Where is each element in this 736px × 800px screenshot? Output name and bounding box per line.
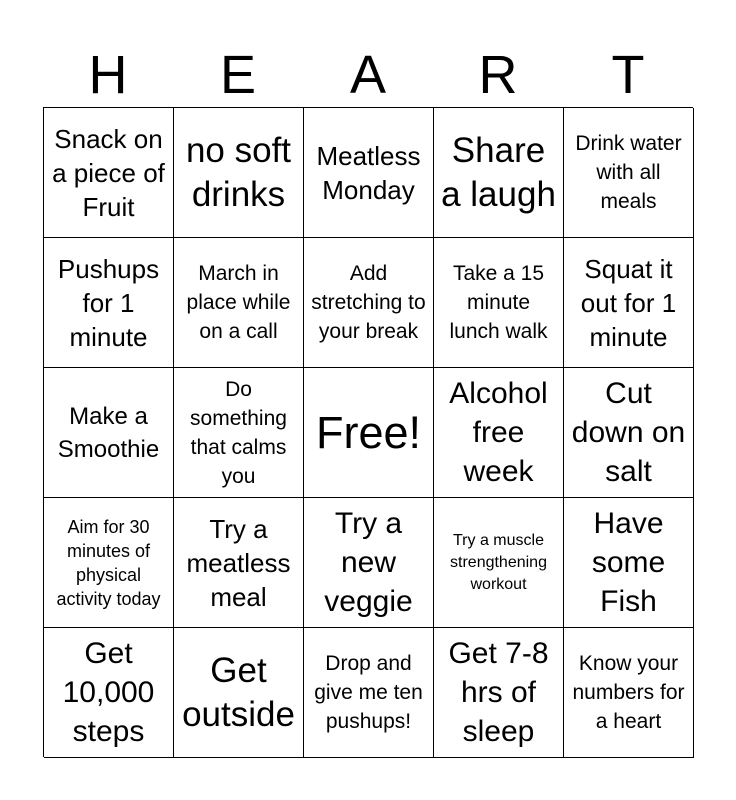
bingo-cell-text: Drop and give me ten pushups! bbox=[314, 652, 423, 733]
bingo-cell-text: March in place while on a call bbox=[186, 262, 291, 343]
bingo-cell[interactable] bbox=[174, 108, 304, 238]
bingo-cell-text: Squat it out for 1 minute bbox=[580, 253, 677, 352]
bingo-cell[interactable] bbox=[44, 368, 174, 498]
bingo-cell-text: Make a Smoothie bbox=[57, 402, 160, 463]
bingo-cell-text: Have some Fish bbox=[591, 507, 666, 618]
bingo-grid bbox=[43, 107, 693, 757]
bingo-cell-text: Share a laugh bbox=[441, 130, 556, 214]
header-letter-r: R bbox=[478, 45, 518, 105]
bingo-cell-text: Know your numbers for a heart bbox=[572, 652, 685, 733]
bingo-cell[interactable] bbox=[44, 238, 174, 368]
bingo-cell[interactable] bbox=[174, 498, 304, 628]
bingo-cell[interactable] bbox=[304, 498, 434, 628]
bingo-cell[interactable] bbox=[564, 628, 694, 758]
bingo-cell[interactable] bbox=[174, 238, 304, 368]
bingo-cell[interactable] bbox=[434, 498, 564, 628]
header-letter-h: H bbox=[88, 45, 128, 105]
header-letter-e: E bbox=[219, 45, 257, 105]
bingo-cell[interactable] bbox=[434, 368, 564, 498]
bingo-cell-text: Free! bbox=[315, 406, 422, 458]
bingo-cell[interactable] bbox=[434, 238, 564, 368]
header-letter-t: T bbox=[611, 45, 645, 105]
header-letter-a: A bbox=[349, 45, 387, 105]
bingo-cell[interactable] bbox=[174, 628, 304, 758]
bingo-cell-text: no soft drinks bbox=[185, 130, 292, 214]
bingo-cell-text: Get outside bbox=[182, 650, 295, 734]
bingo-cell[interactable] bbox=[564, 108, 694, 238]
bingo-cell-text: Try a meatless meal bbox=[186, 513, 291, 612]
bingo-cell-text: Alcohol free week bbox=[449, 377, 548, 488]
bingo-cell[interactable] bbox=[434, 108, 564, 238]
bingo-cell[interactable] bbox=[564, 238, 694, 368]
bingo-cell[interactable] bbox=[304, 108, 434, 238]
bingo-cell-text: Aim for 30 minutes of physical activity today bbox=[56, 516, 161, 609]
bingo-cell-text: Take a 15 minute lunch walk bbox=[449, 262, 548, 343]
bingo-cell[interactable] bbox=[44, 498, 174, 628]
bingo-cell-text: Drink water with all meals bbox=[575, 132, 682, 213]
bingo-cell-text: Cut down on salt bbox=[571, 377, 686, 488]
bingo-cell-text: Get 10,000 steps bbox=[62, 637, 155, 748]
bingo-cell-text: Do something that calms you bbox=[190, 377, 287, 488]
bingo-cell-text: Snack on a piece of Fruit bbox=[52, 123, 165, 222]
bingo-cell-text: Pushups for 1 minute bbox=[57, 253, 160, 352]
free-space[interactable] bbox=[304, 368, 434, 498]
bingo-cell-text: Get 7-8 hrs of sleep bbox=[448, 637, 549, 748]
bingo-cell-text: Try a muscle strengthening workout bbox=[450, 531, 547, 593]
bingo-cell[interactable] bbox=[564, 368, 694, 498]
bingo-cell[interactable] bbox=[564, 498, 694, 628]
bingo-cell-text: Try a new veggie bbox=[324, 507, 413, 618]
bingo-cell-text: Add stretching to your break bbox=[311, 262, 426, 343]
bingo-header bbox=[43, 44, 693, 106]
bingo-cell[interactable] bbox=[44, 628, 174, 758]
bingo-cell[interactable] bbox=[304, 238, 434, 368]
bingo-cell[interactable] bbox=[434, 628, 564, 758]
bingo-cell[interactable] bbox=[44, 108, 174, 238]
bingo-cell-text: Meatless Monday bbox=[316, 140, 421, 205]
bingo-cell[interactable] bbox=[304, 628, 434, 758]
bingo-cell[interactable] bbox=[174, 368, 304, 498]
